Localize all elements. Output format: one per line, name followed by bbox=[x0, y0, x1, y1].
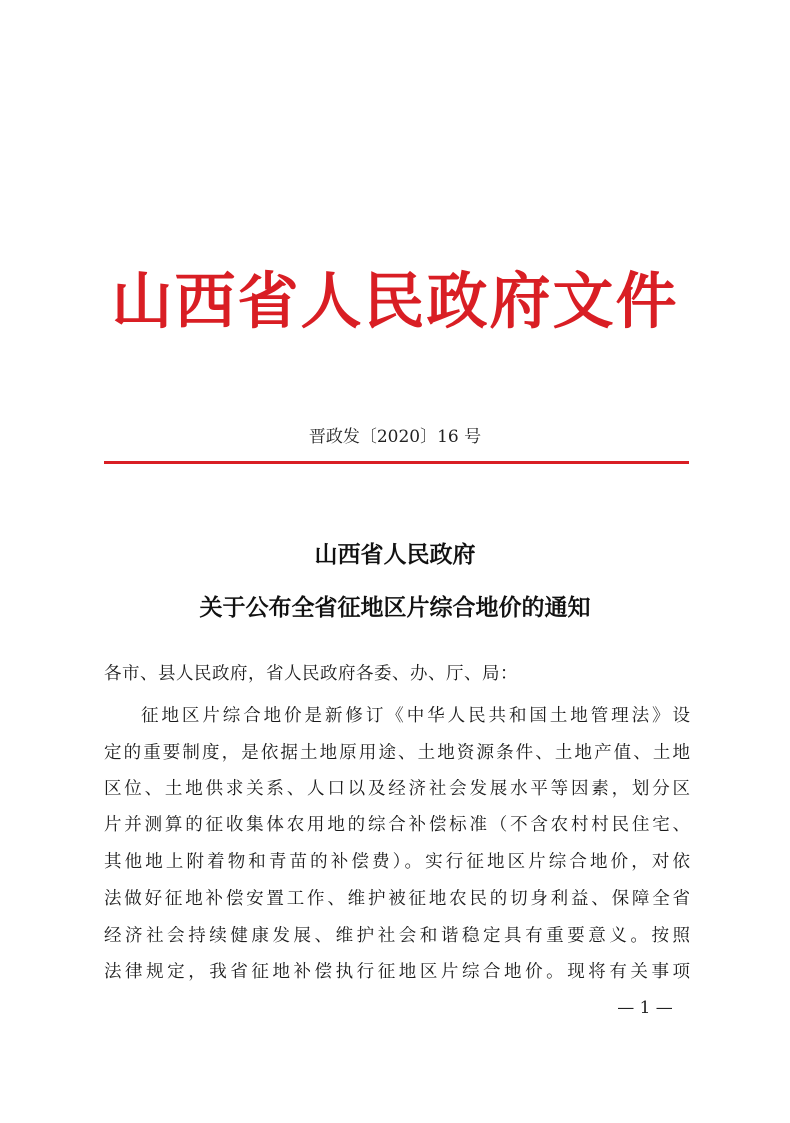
body-line-8: 法律规定，我省征地补偿执行征地区片综合地价。现将有关事项 bbox=[104, 962, 690, 982]
red-divider-line bbox=[104, 461, 689, 464]
document-title-issuer: 山西省人民政府 bbox=[314, 541, 476, 568]
body-line-3: 区位、土地供求关系、人口以及经济社会发展水平等因素，划分区 bbox=[104, 779, 690, 799]
salutation: 各市、县人民政府，省人民政府各委、办、厅、局： bbox=[104, 664, 518, 684]
document-title-subject: 关于公布全省征地区片综合地价的通知 bbox=[199, 594, 591, 621]
body-line-6: 法做好征地补偿安置工作、维护被征地农民的切身利益、保障全省 bbox=[104, 889, 690, 909]
document-masthead: 山西省人民政府文件 bbox=[111, 266, 679, 337]
body-line-1: 征地区片综合地价是新修订《中华人民共和国土地管理法》设 bbox=[141, 706, 690, 726]
body-line-5: 其他地上附着物和青苗的补偿费）。实行征地区片综合地价，对依 bbox=[104, 852, 690, 872]
page-number: — 1 — bbox=[617, 998, 673, 1018]
body-line-4: 片并测算的征收集体农用地的综合补偿标准（不含农村村民住宅、 bbox=[104, 815, 690, 835]
body-line-7: 经济社会持续健康发展、维护社会和谐稳定具有重要意义。按照 bbox=[104, 926, 690, 946]
document-number: 晋政发〔2020〕16 号 bbox=[308, 427, 482, 447]
body-line-2: 定的重要制度，是依据土地原用途、土地资源条件、土地产值、土地 bbox=[104, 743, 690, 763]
